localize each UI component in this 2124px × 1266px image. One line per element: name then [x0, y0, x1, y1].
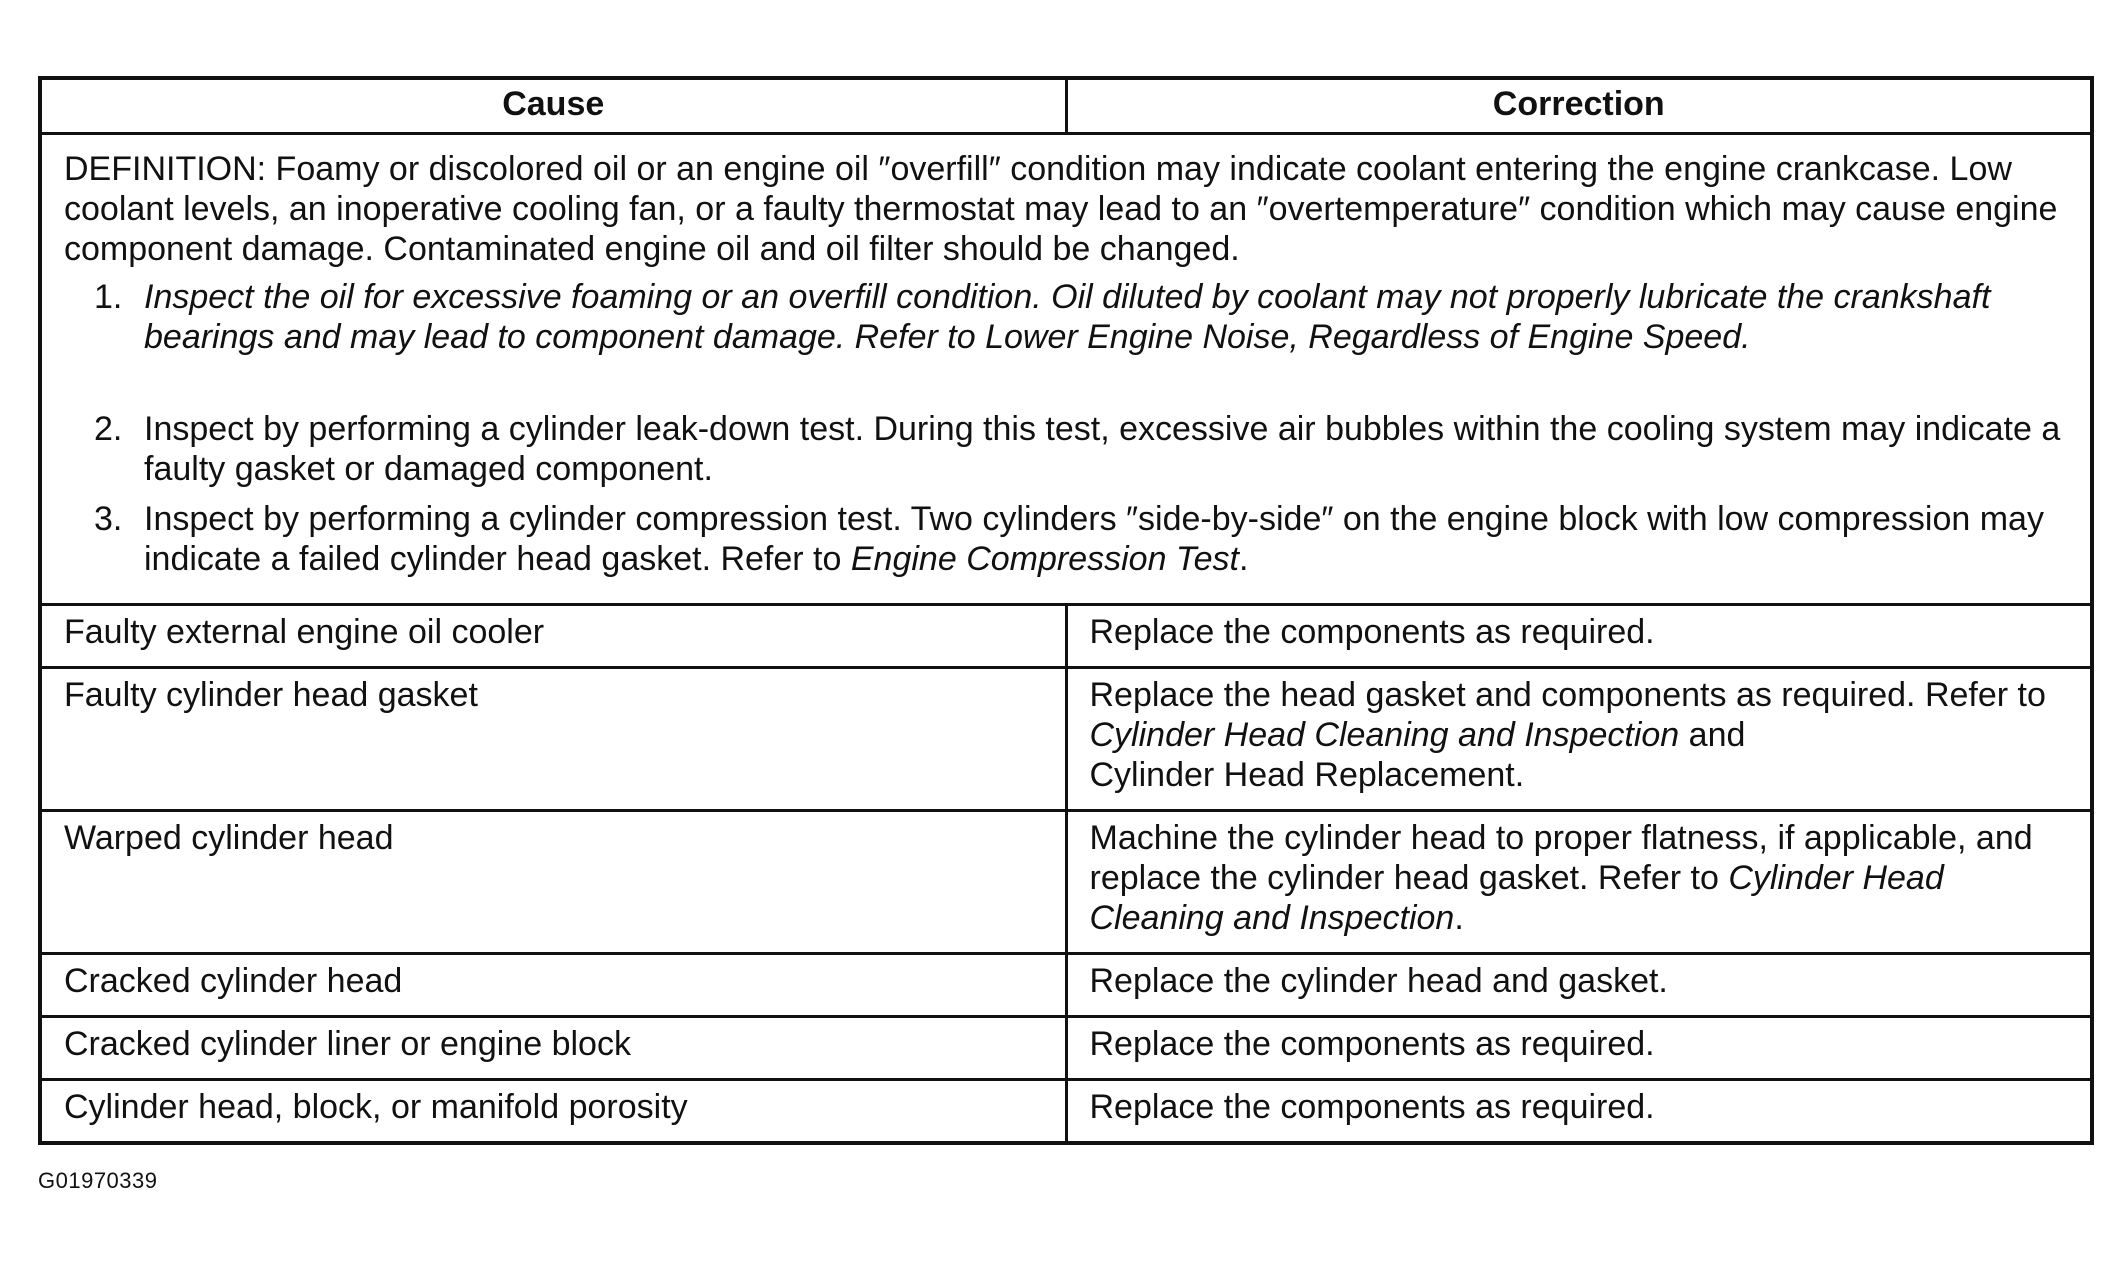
table-row [40, 1080, 2092, 1144]
correction-text: Replace the components as required. [1089, 613, 1655, 651]
correction-text: Replace the components as required. [1089, 1088, 1655, 1126]
diagnostic-table [38, 76, 2094, 1145]
correction-cell [1066, 811, 2092, 954]
cause-cell: Faulty cylinder head gasket [40, 668, 1066, 811]
table-row [40, 668, 2092, 811]
inspection-step [64, 499, 2076, 579]
definition-text: DEFINITION: Foamy or discolored oil or an engine oil ″overfill″ condition may indicate coolant entering the engine crankcase. Low coolant levels, an inoperative cooling fan, or a faulty thermostat may lead to an ″overtemperature″ condition which may cause engine component damage. Contaminated engine oil and oil filter should be changed. [64, 150, 2058, 268]
table-row [40, 1017, 2092, 1080]
step-end: . [1741, 318, 1751, 356]
cause-cell: Faulty external engine oil cooler [40, 605, 1066, 668]
cause-cell: Warped cylinder head [40, 811, 1066, 954]
table-row [40, 605, 2092, 668]
correction-reference: Cylinder Head Cleaning and Inspection [1089, 716, 1680, 754]
step-number: 1. [94, 278, 123, 316]
definition-row [40, 134, 2092, 605]
step-text: Inspect the oil for excessive foaming or an overfill condition. Oil diluted by coolant may not properly lubricate the crankshaft bearings and may lead to component damage. Refer to [144, 278, 1991, 356]
step-end: . [1238, 540, 1249, 578]
correction-reference: Cylinder Head Cleaning and Inspection [1089, 859, 1944, 937]
definition-cell [40, 134, 2092, 605]
correction-header: Correction [1066, 78, 2092, 134]
correction-cell [1066, 668, 2092, 811]
correction-text: Machine the cylinder head to proper flatness, if applicable, and replace the cylinder head gasket. Refer to [1089, 819, 2033, 897]
step-reference: Lower Engine Noise, Regardless of Engine Speed [985, 318, 1742, 356]
correction-tail: Cylinder Head Replacement. [1089, 756, 1525, 794]
inspection-step [64, 277, 2076, 357]
correction-mid: and [1679, 716, 1746, 754]
correction-text: Replace the cylinder head and gasket. [1089, 962, 1668, 1000]
correction-cell [1066, 605, 2092, 668]
inspection-steps [64, 277, 2076, 579]
inspection-step [64, 409, 2076, 489]
correction-end: . [1454, 899, 1464, 937]
cause-cell: Cracked cylinder head [40, 954, 1066, 1017]
figure-code: G01970339 [38, 1168, 158, 1193]
header-row [40, 78, 2092, 134]
correction-cell [1066, 954, 2092, 1017]
cause-cell: Cracked cylinder liner or engine block [40, 1017, 1066, 1080]
correction-text: Replace the head gasket and components as required. Refer to [1089, 676, 2046, 714]
step-text: Inspect by performing a cylinder leak-down test. During this test, excessive air bubbles within the cooling system may indicate a faulty gasket or damaged component. [144, 410, 2061, 488]
step-number: 3. [94, 500, 123, 538]
diagnostic-sheet [38, 76, 2090, 1145]
step-number: 2. [94, 410, 123, 448]
table-row [40, 954, 2092, 1017]
table-row [40, 811, 2092, 954]
cause-header: Cause [40, 78, 1066, 134]
step-text: Inspect by performing a cylinder compression test. Two cylinders ″side-by-side″ on the engine block with low compression may indicate a failed cylinder head gasket. Refer to [144, 500, 2044, 578]
correction-text: Replace the components as required. [1089, 1025, 1655, 1063]
correction-cell [1066, 1080, 2092, 1144]
correction-cell [1066, 1017, 2092, 1080]
step-reference: Engine Compression Test [850, 540, 1239, 578]
cause-cell: Cylinder head, block, or manifold porosity [40, 1080, 1066, 1144]
